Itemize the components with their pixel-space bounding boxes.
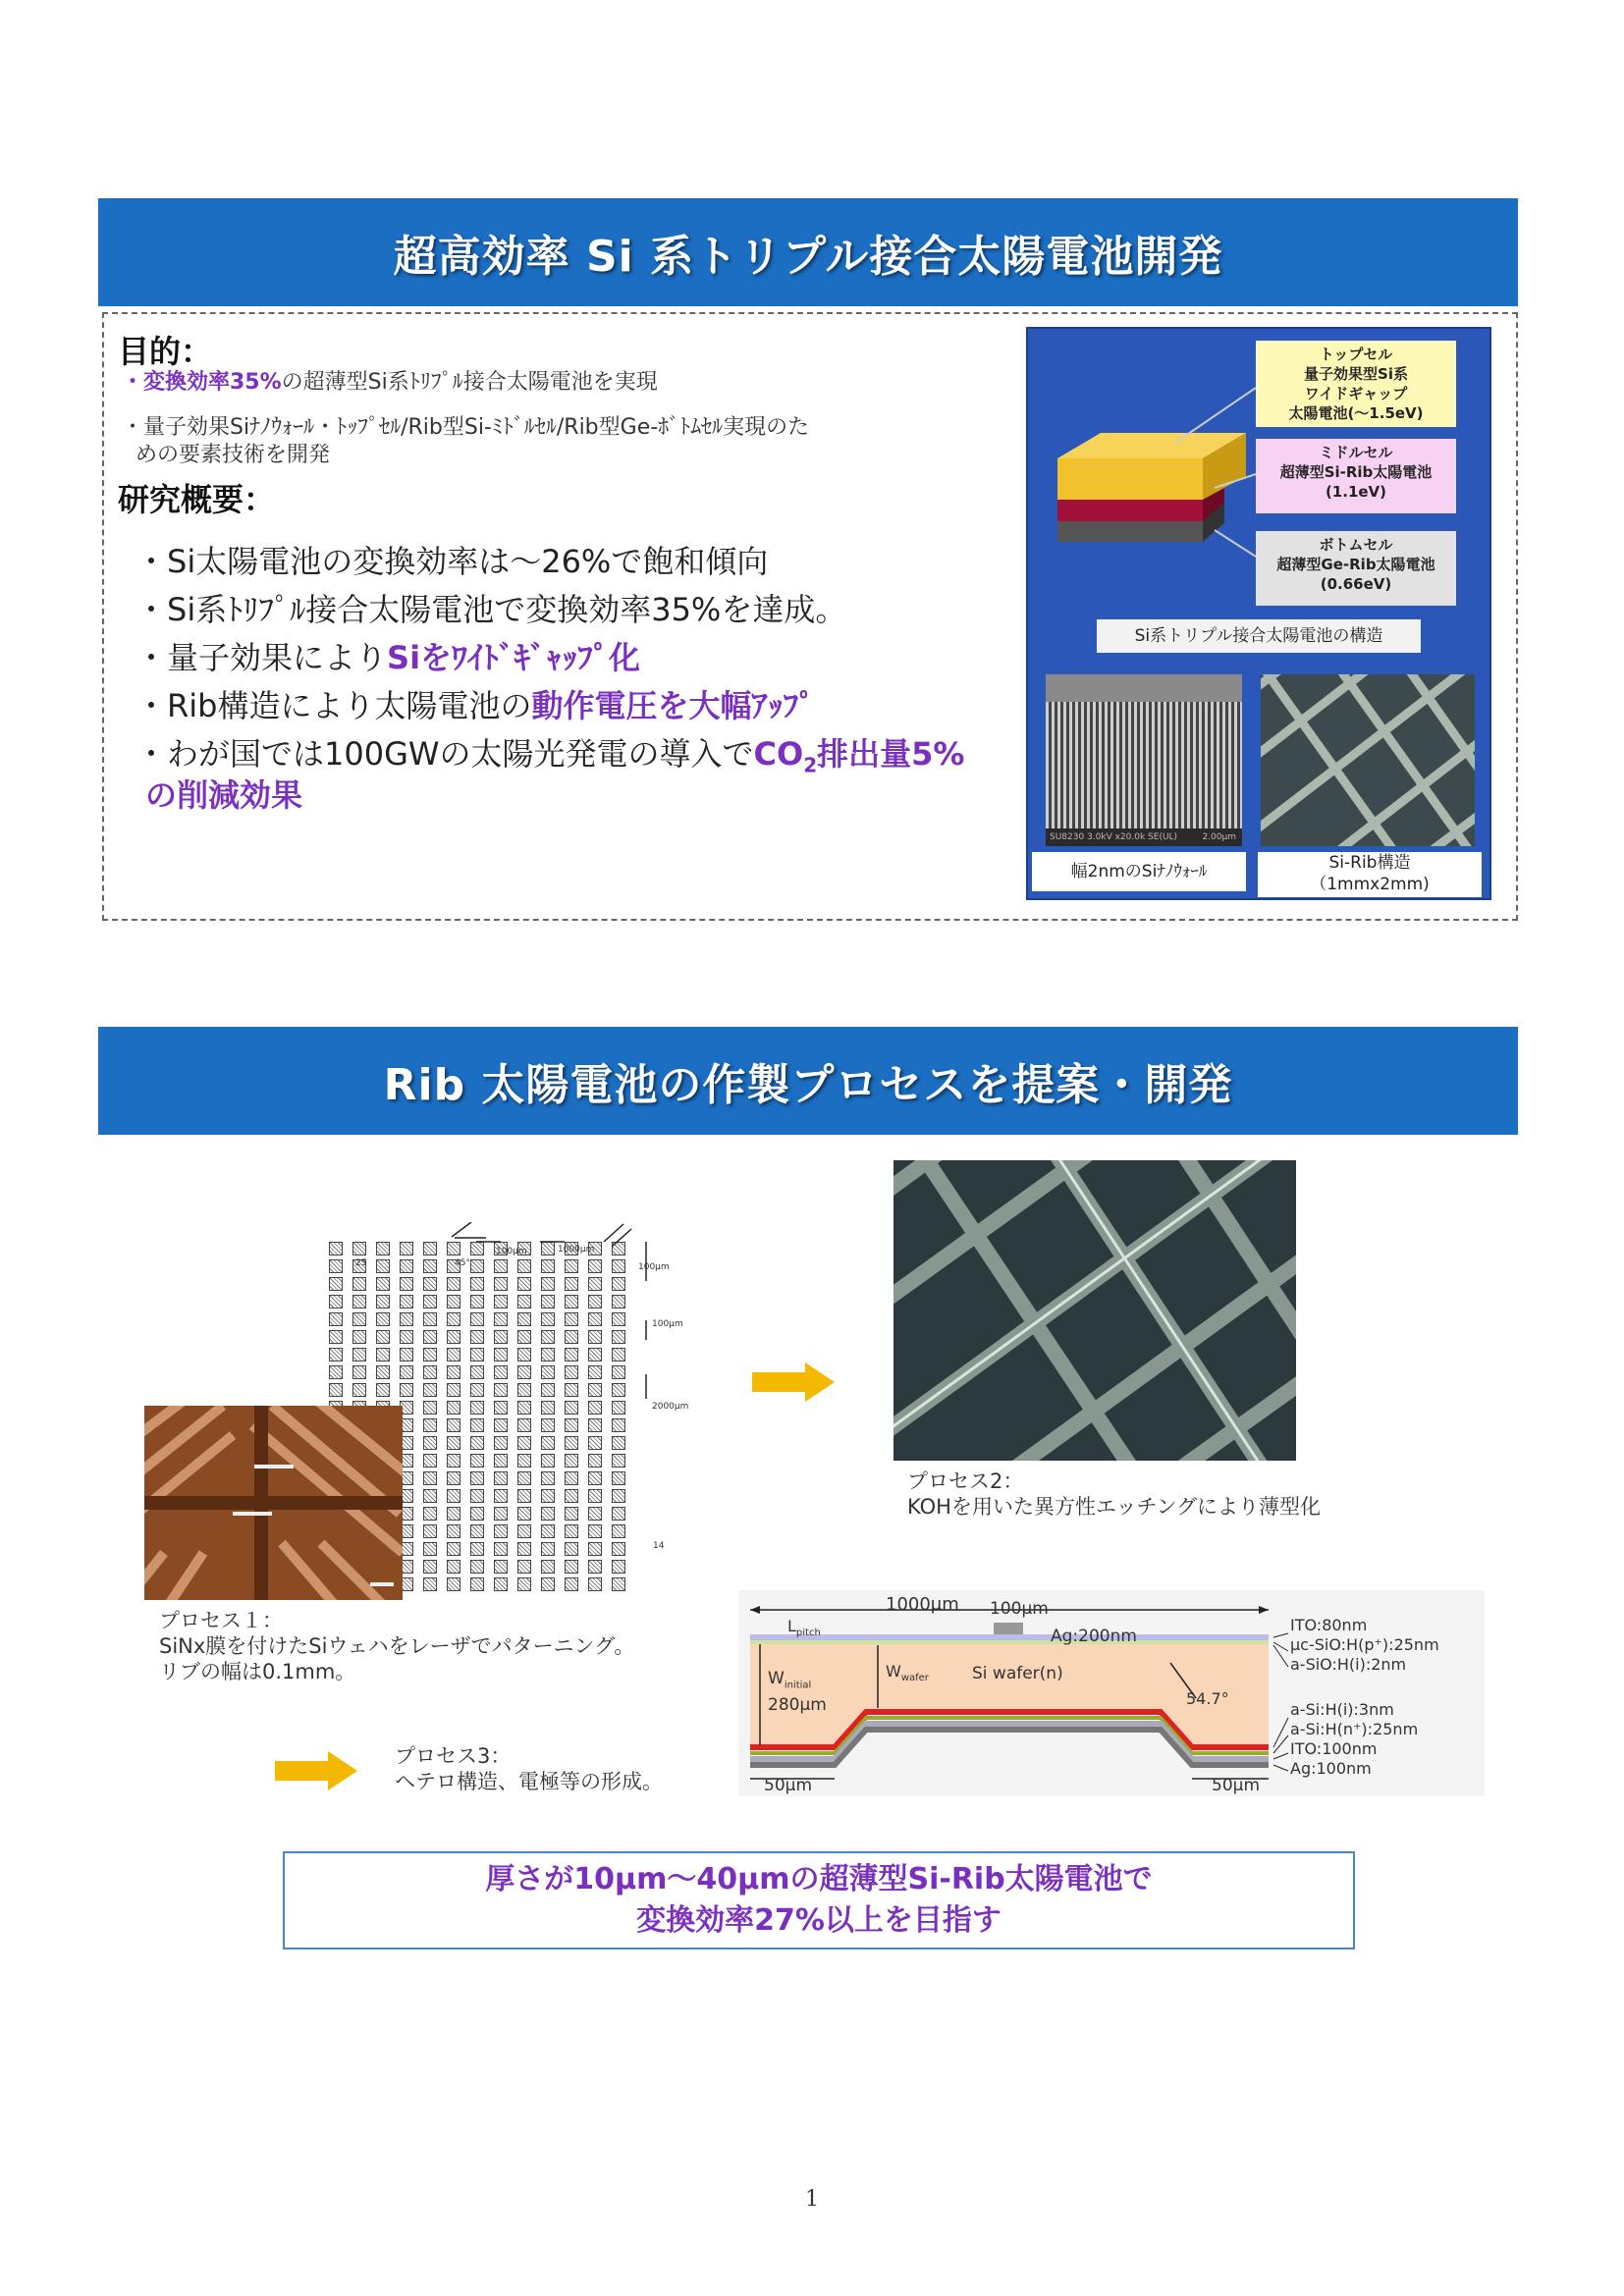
mask-cell xyxy=(541,1471,555,1485)
mask-cell xyxy=(541,1436,555,1450)
mask-cell xyxy=(517,1524,531,1538)
rib-cell-cross-section xyxy=(738,1590,1485,1796)
mask-cell xyxy=(517,1542,531,1556)
mask-cell xyxy=(447,1418,460,1432)
mask-cell xyxy=(517,1418,531,1432)
overview-item-4-highlight: 動作電圧を大幅ｱｯﾌﾟ xyxy=(531,687,815,724)
mask-cell xyxy=(588,1524,602,1538)
mask-cell xyxy=(565,1560,578,1574)
mask-cell xyxy=(470,1560,484,1574)
top-cell-label-line4: 太陽電池(～1.5eV) xyxy=(1288,404,1424,422)
mask-cell xyxy=(612,1542,625,1556)
overview-heading: 研究概要： xyxy=(118,481,276,518)
purpose-item-2: ・量子効果Siﾅﾉｳｫｰﾙ・ﾄｯﾌﾟｾﾙ/Rib型Si-ﾐﾄﾞﾙｾﾙ/Rib型Ge-ﾎﾞﾄﾑｾﾙ実現のた xyxy=(122,415,810,440)
mask-cell xyxy=(517,1560,531,1574)
mask-cell xyxy=(612,1436,625,1450)
arrow-right-icon xyxy=(752,1362,835,1402)
mask-cell xyxy=(588,1577,602,1591)
mask-cell xyxy=(494,1454,508,1468)
mask-cell xyxy=(447,1577,460,1591)
goal-line2: 変換効率27%以上を目指す xyxy=(636,1903,1001,1938)
w-wafer-sub: wafer xyxy=(900,1673,929,1684)
bottom-cell-label-line2: 超薄型Ge-Rib太陽電池 xyxy=(1276,556,1435,573)
co2-line2: の削減効果 xyxy=(145,776,303,814)
mask-cell xyxy=(588,1454,602,1468)
process3-caption xyxy=(395,1743,663,1794)
si-rib-photo xyxy=(1261,674,1475,846)
process2-line1: KOHを用いた異方性エッチングにより薄型化 xyxy=(907,1495,1322,1519)
overview-item-1: ・Si太陽電池の変換効率は～26%で飽和傾向 xyxy=(135,543,769,580)
mask-cell xyxy=(517,1489,531,1503)
mask-cell xyxy=(470,1542,484,1556)
purpose-item-3: めの要素技術を開発 xyxy=(135,443,331,467)
mask-cell xyxy=(517,1507,531,1521)
mask-cell xyxy=(494,1577,508,1591)
purpose-item-1 xyxy=(122,369,658,397)
mask-cell xyxy=(565,1418,578,1432)
mask-cell xyxy=(494,1524,508,1538)
ag-top-width: 100μm xyxy=(990,1599,1049,1619)
layer-labels-bottom xyxy=(1290,1700,1418,1779)
mask-dim-100a: 100μm xyxy=(496,1247,527,1256)
section2-banner xyxy=(98,1027,1518,1135)
mask-cell xyxy=(447,1436,460,1450)
mask-cell xyxy=(447,1524,460,1538)
purpose-heading: 目的： xyxy=(118,333,213,370)
mask-cell xyxy=(423,1560,437,1574)
mask-cell xyxy=(588,1418,602,1432)
w-initial-label xyxy=(768,1669,827,1715)
mask-cell xyxy=(541,1542,555,1556)
mask-label-14: 14 xyxy=(653,1541,665,1551)
mask-cell xyxy=(423,1489,437,1503)
mask-cell xyxy=(447,1507,460,1521)
si-rib-caption xyxy=(1258,852,1482,897)
mask-cell xyxy=(612,1524,625,1538)
section2-title: Rib 太陽電池の作製プロセスを提案・開発 xyxy=(383,1060,1233,1110)
mask-cell xyxy=(447,1489,460,1503)
overview-item-3-text: ・量子効果により xyxy=(135,639,388,676)
layer-a-si-i: a-Si:H(i):3nm xyxy=(1290,1700,1394,1719)
mask-cell xyxy=(541,1454,555,1468)
sem-info-bar xyxy=(1046,828,1242,846)
mask-cell xyxy=(423,1577,437,1591)
section1-title: 超高効率 Si 系トリプル接合太陽電池開発 xyxy=(393,232,1223,282)
section1-banner xyxy=(98,198,1518,306)
mask-dim-2000: 2000μm xyxy=(652,1402,689,1412)
overview-item-3 xyxy=(135,638,640,677)
goal-box xyxy=(283,1851,1355,1949)
mask-dim-100b: 100μm xyxy=(638,1262,670,1272)
middle-cell-label-line3: (1.1eV) xyxy=(1325,483,1387,501)
layer-labels-top xyxy=(1290,1616,1439,1675)
process1-title: プロセス１： xyxy=(159,1609,283,1632)
top-cell-layer xyxy=(1057,433,1246,500)
mask-cell xyxy=(612,1471,625,1485)
mask-cell xyxy=(470,1507,484,1521)
mask-cell xyxy=(517,1471,531,1485)
mask-cell xyxy=(494,1542,508,1556)
overview-item-4 xyxy=(135,686,814,725)
laser-stripe-pattern xyxy=(144,1406,403,1600)
mask-cell xyxy=(612,1489,625,1503)
si-rib-caption-line2: （1mmx2mm) xyxy=(1310,875,1430,894)
mask-cell xyxy=(470,1577,484,1591)
mask-cell xyxy=(423,1542,437,1556)
process1-line1: SiNx膜を付けたSiウェハをレーザでパターニング。 xyxy=(159,1634,635,1658)
mask-cell xyxy=(541,1418,555,1432)
arrow-right-icon xyxy=(275,1751,357,1790)
process1-line2: リブの幅は0.1mm。 xyxy=(159,1660,356,1683)
w-initial-value: 280μm xyxy=(768,1695,827,1716)
mask-label-25: 25 xyxy=(355,1258,367,1268)
pitch-label xyxy=(787,1614,821,1646)
process1-caption xyxy=(159,1608,634,1684)
mask-cell xyxy=(541,1489,555,1503)
mask-cell xyxy=(541,1507,555,1521)
bottom-cell-label-line3: (0.66eV) xyxy=(1320,575,1392,593)
etch-angle-label: 54.7° xyxy=(1186,1689,1229,1708)
top-cell-label-line2: 量子効果型Si系 xyxy=(1304,365,1408,383)
layer-ito-top: ITO:80nm xyxy=(1290,1616,1368,1634)
ag-top-label: Ag:200nm xyxy=(1051,1627,1137,1646)
mask-cell xyxy=(470,1454,484,1468)
mask-cell xyxy=(612,1454,625,1468)
middle-cell-label-line1: ミドルセル xyxy=(1319,444,1393,461)
mask-cell xyxy=(588,1542,602,1556)
mask-cell xyxy=(494,1436,508,1450)
mask-cell xyxy=(541,1560,555,1574)
mask-cell xyxy=(588,1560,602,1574)
co2-highlight xyxy=(753,735,965,777)
mask-cell xyxy=(565,1542,578,1556)
top-cell-label-line1: トップセル xyxy=(1319,346,1393,363)
overview-item-3-highlight: Siをﾜｲﾄﾞｷﾞｬｯﾌﾟ化 xyxy=(387,639,641,676)
bottom-cell-pointer xyxy=(1215,530,1256,557)
sem-info-text: SU8230 3.0kV x20.0k SE(UL) xyxy=(1050,832,1178,842)
right-base-width: 50μm xyxy=(1212,1776,1261,1795)
mask-cell xyxy=(541,1577,555,1591)
mask-cell xyxy=(588,1489,602,1503)
mask-cell xyxy=(494,1560,508,1574)
layer-ag-bottom: Ag:100nm xyxy=(1290,1759,1372,1778)
mask-cell xyxy=(517,1454,531,1468)
mask-cell xyxy=(470,1524,484,1538)
mask-cell xyxy=(470,1471,484,1485)
w-wafer-text: W xyxy=(886,1662,901,1681)
co2-rest: 排出量5% xyxy=(817,735,965,773)
mask-cell xyxy=(565,1436,578,1450)
w-initial-text: W xyxy=(768,1669,785,1688)
layer-a-si-n: a-Si:H(n⁺):25nm xyxy=(1290,1720,1419,1738)
mask-cell xyxy=(423,1471,437,1485)
koh-etched-rib-photo xyxy=(893,1160,1296,1461)
pitch-value: 1000μm xyxy=(886,1594,959,1615)
w-initial-sub: initial xyxy=(784,1680,812,1691)
mask-cell xyxy=(612,1560,625,1574)
mask-cell xyxy=(447,1560,460,1574)
top-cell-label-line3: ワイドギャップ xyxy=(1304,385,1408,402)
si-rib-caption-line1: Si-Rib構造 xyxy=(1328,853,1411,873)
mask-cell xyxy=(423,1418,437,1432)
purpose-item-1-text: の超薄型Si系ﾄﾘﾌﾟﾙ接合太陽電池を実現 xyxy=(281,370,658,395)
mask-cell xyxy=(494,1471,508,1485)
mask-cell xyxy=(612,1507,625,1521)
mask-cell xyxy=(565,1507,578,1521)
overview-item-5-line2 xyxy=(145,775,302,815)
nanowall-caption: 幅2nmのSiﾅﾉｳｫｰﾙ xyxy=(1032,852,1246,891)
mask-cell xyxy=(517,1577,531,1591)
sem-scale-text: 2.00μm xyxy=(1202,832,1236,842)
mask-cell xyxy=(588,1436,602,1450)
co2-text: CO xyxy=(753,735,804,773)
bottom-cell-label xyxy=(1256,531,1456,606)
mask-cell xyxy=(447,1542,460,1556)
mask-cell xyxy=(565,1577,578,1591)
top-cell-label xyxy=(1256,341,1456,427)
mask-cell xyxy=(517,1436,531,1450)
si-wafer-label: Si wafer(n) xyxy=(972,1664,1063,1683)
page-number: 1 xyxy=(805,2187,819,2212)
mask-cell xyxy=(588,1507,602,1521)
mask-cell xyxy=(423,1436,437,1450)
co2-subscript: 2 xyxy=(803,753,818,777)
mask-angle: 45° xyxy=(455,1258,470,1268)
mask-cell xyxy=(565,1454,578,1468)
overview-item-2: ・Si系ﾄﾘﾌﾟﾙ接合太陽電池で変換効率35%を達成。 xyxy=(135,591,847,628)
purpose-item-1-highlight: ・変換効率35% xyxy=(122,370,282,395)
mask-cell xyxy=(470,1418,484,1432)
mask-cell xyxy=(423,1454,437,1468)
mask-cell xyxy=(423,1524,437,1538)
mask-cell xyxy=(541,1524,555,1538)
layer-ito-bottom: ITO:100nm xyxy=(1290,1739,1378,1758)
process2-caption xyxy=(907,1468,1321,1520)
mask-cell xyxy=(494,1507,508,1521)
middle-cell-label xyxy=(1256,439,1456,513)
mask-dim-100c: 100μm xyxy=(652,1319,683,1329)
goal-line1: 厚さが10μm～40μmの超薄型Si-Rib太陽電池で xyxy=(485,1862,1153,1896)
mask-cell xyxy=(565,1489,578,1503)
middle-cell-label-line2: 超薄型Si-Rib太陽電池 xyxy=(1279,463,1433,481)
koh-rib-grid xyxy=(893,1160,1296,1461)
laser-patterned-wafer-photo xyxy=(144,1406,403,1600)
mask-cell xyxy=(470,1436,484,1450)
mask-cell xyxy=(494,1418,508,1432)
mask-cell xyxy=(588,1471,602,1485)
process3-title: プロセス3： xyxy=(395,1744,512,1768)
mask-cell xyxy=(612,1418,625,1432)
triple-junction-panel xyxy=(1026,327,1491,900)
w-wafer-label xyxy=(886,1659,929,1691)
sem-top-band xyxy=(1046,674,1242,702)
bottom-cell-label-line1: ボトムセル xyxy=(1319,536,1393,554)
pitch-label-text: L xyxy=(787,1617,796,1635)
mask-cell xyxy=(423,1507,437,1521)
left-base-width: 50μm xyxy=(764,1776,813,1795)
pitch-label-sub: pitch xyxy=(795,1628,821,1639)
mask-cell xyxy=(447,1471,460,1485)
process3-line1: ヘテロ構造、電極等の形成。 xyxy=(395,1770,663,1793)
mask-cell xyxy=(447,1454,460,1468)
mask-cell xyxy=(494,1489,508,1503)
process2-title: プロセス2： xyxy=(907,1469,1024,1493)
si-rib-grid xyxy=(1261,674,1475,846)
mask-cell xyxy=(565,1524,578,1538)
overview-item-4-text: ・Rib構造により太陽電池の xyxy=(135,687,532,724)
layer-a-sio-i: a-SiO:H(i):2nm xyxy=(1290,1655,1407,1674)
mask-cell xyxy=(612,1577,625,1591)
overview-item-5-text: ・わが国では100GWの太陽光発電の導入で xyxy=(135,735,754,773)
mask-cell xyxy=(470,1489,484,1503)
nanowall-sem-image xyxy=(1046,674,1242,846)
mask-cell xyxy=(565,1471,578,1485)
structure-caption: Si系トリプル接合太陽電池の構造 xyxy=(1097,619,1421,653)
mask-dim-1000: 1000μm xyxy=(558,1245,595,1255)
layer-uc-sio-p: μc-SiO:H(p⁺):25nm xyxy=(1290,1635,1439,1654)
